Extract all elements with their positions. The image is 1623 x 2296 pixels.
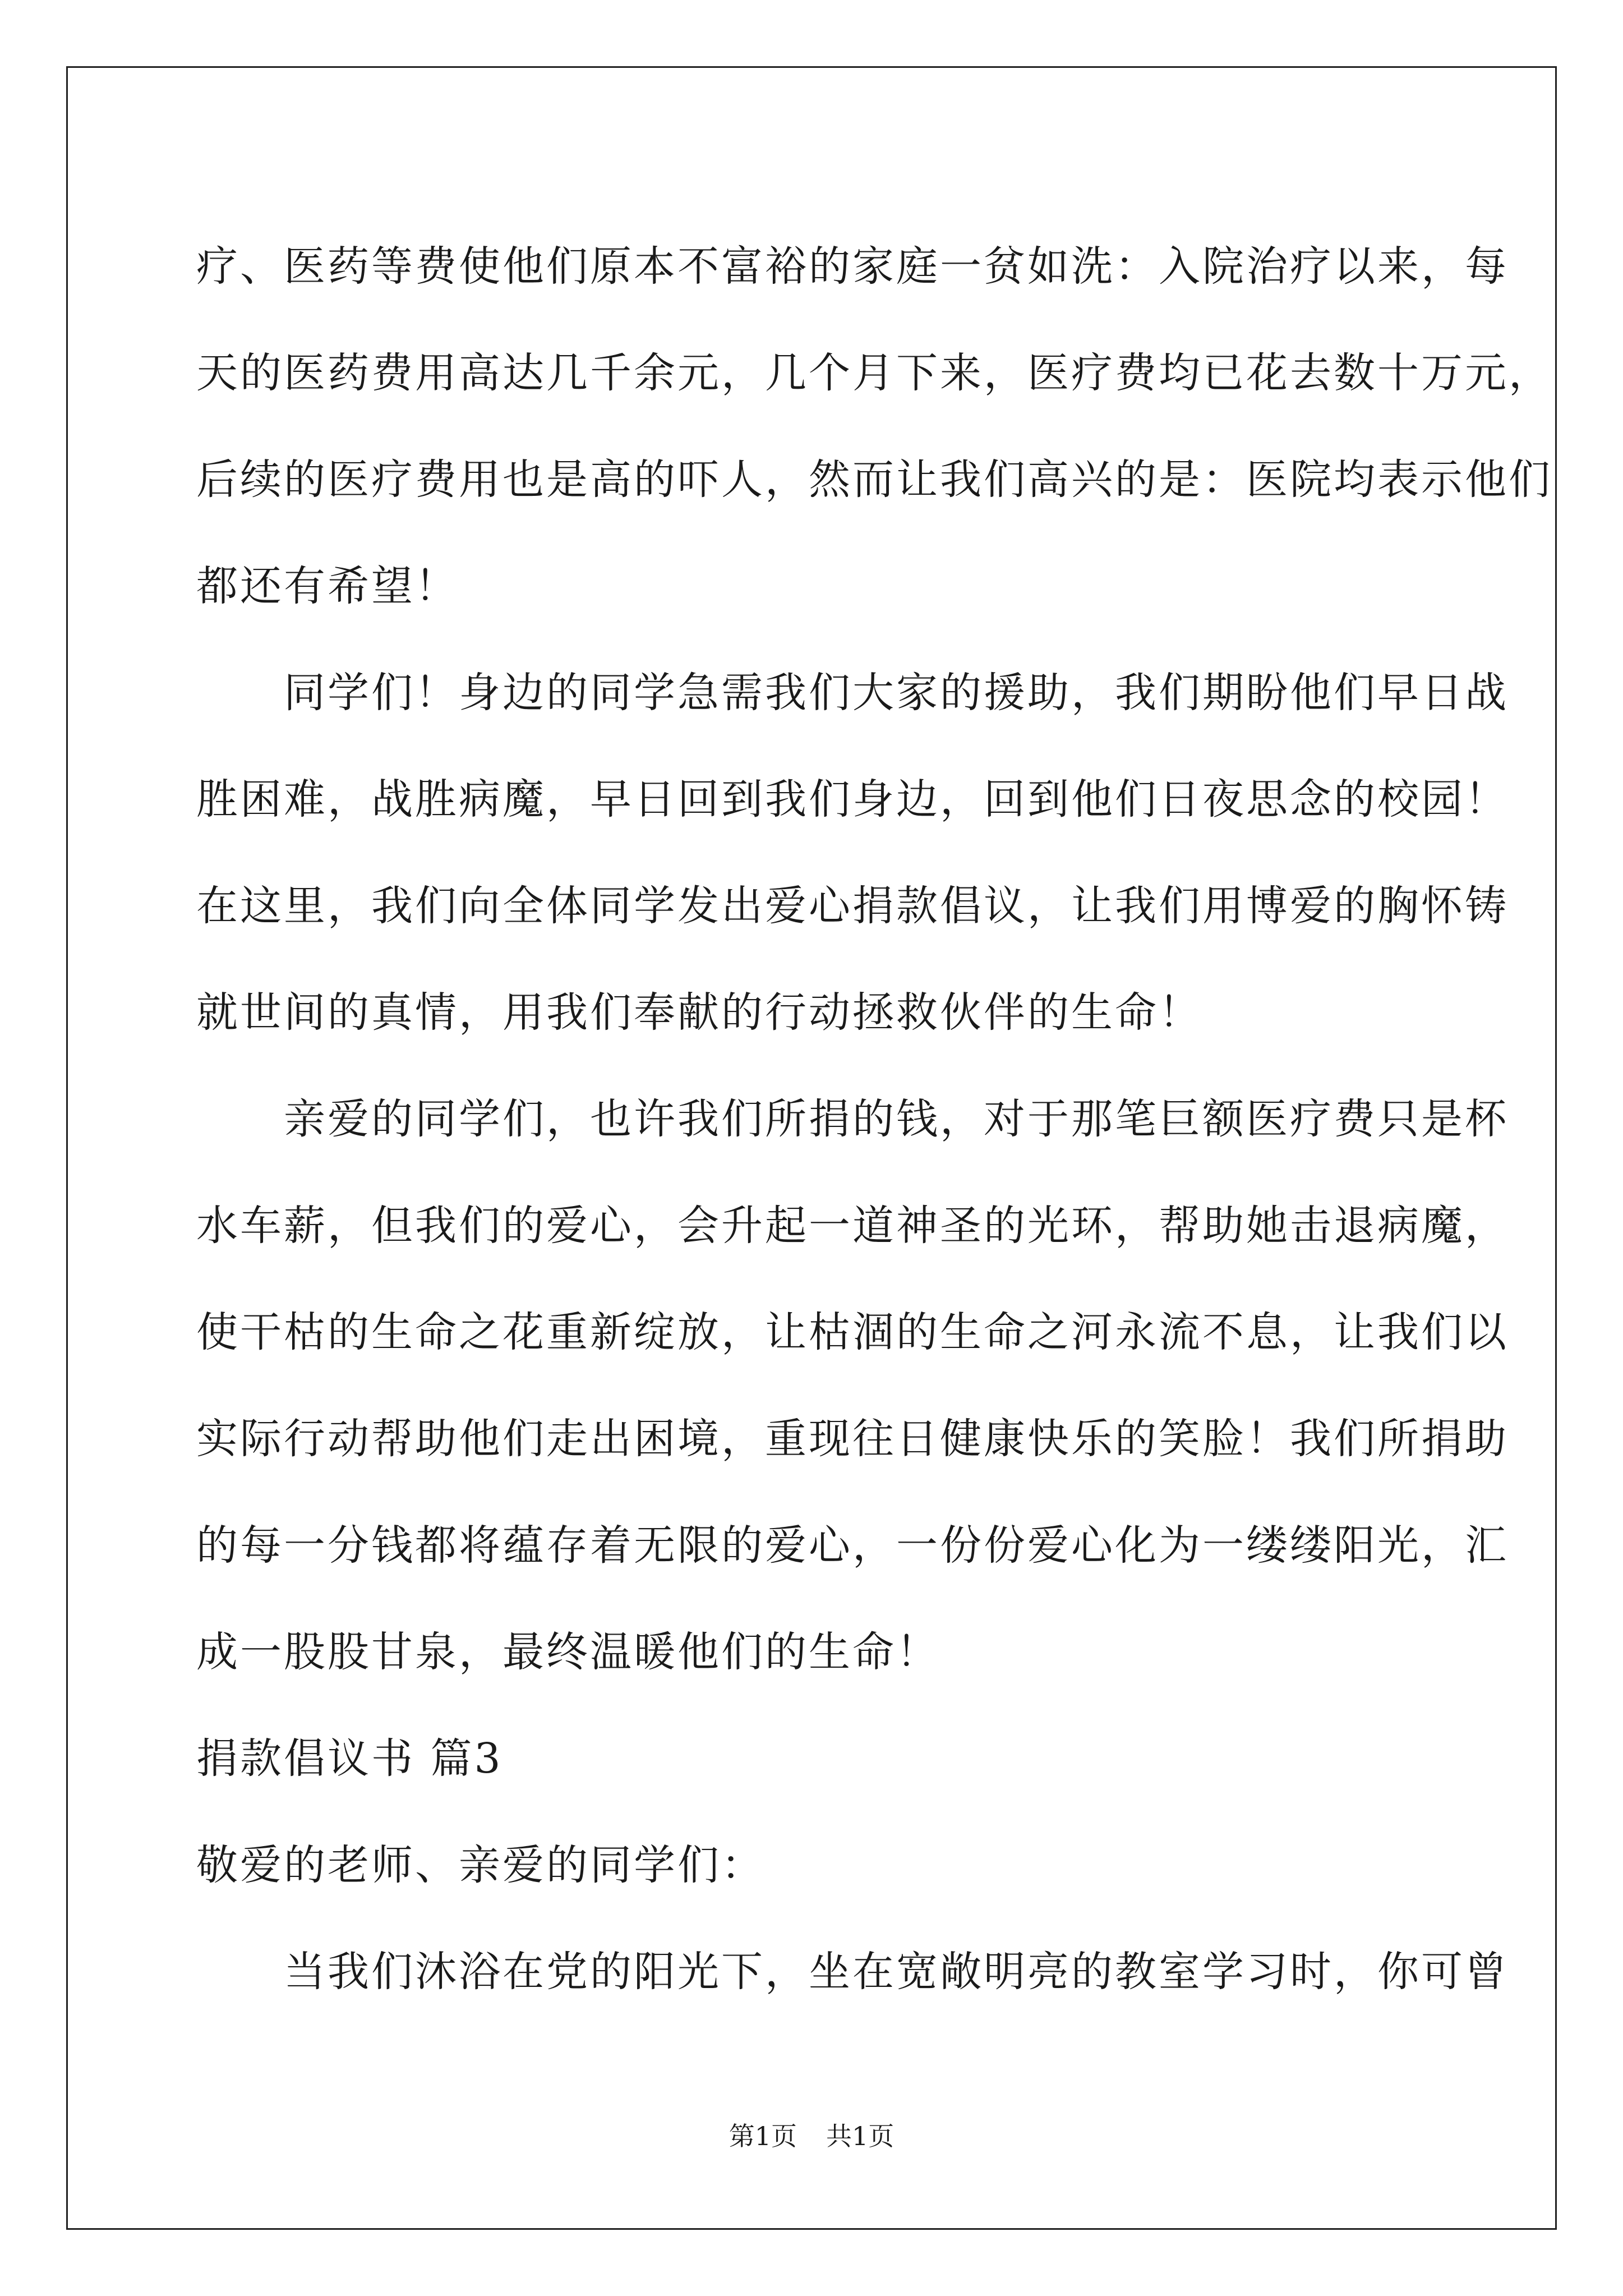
text-line: 水车薪，但我们的爱心，会升起一道神圣的光环，帮助她击退病魔， xyxy=(196,1202,1509,1250)
text-line: 疗、医药等费使他们原本不富裕的家庭一贫如洗：入院治疗以来，每 xyxy=(196,242,1509,291)
text-line: 成一股股甘泉，最终温暖他们的生命！ xyxy=(196,1628,940,1676)
page-footer xyxy=(0,2119,1623,2153)
page-total: 共1页 xyxy=(826,2121,895,2151)
text-line: 后续的医疗费用也是高的吓人，然而让我们高兴的是：医院均表示他们 xyxy=(196,455,1552,504)
text-line: 胜困难，战胜病魔，早日回到我们身边，回到他们日夜思念的校园！ xyxy=(196,775,1509,823)
text-line: 就世间的真情，用我们奉献的行动拯救伙伴的生命！ xyxy=(196,988,1202,1037)
text-line: 天的医药费用高达几千余元，几个月下来，医疗费均已花去数十万元， xyxy=(196,349,1552,397)
page-number: 第1页 xyxy=(728,2121,797,2151)
text-line: 当我们沐浴在党的阳光下，坐在宽敞明亮的教室学习时，你可曾 xyxy=(196,1948,1509,1996)
salutation: 敬爱的老师、亲爱的同学们： xyxy=(196,1841,765,1889)
text-line: 亲爱的同学们，也许我们所捐的钱，对于那笔巨额医疗费只是杯 xyxy=(196,1095,1509,1143)
document-body xyxy=(196,213,1552,2025)
text-line: 都还有希望！ xyxy=(196,562,459,610)
text-line: 使干枯的生命之花重新绽放，让枯涸的生命之河永流不息，让我们以 xyxy=(196,1308,1509,1356)
text-line: 在这里，我们向全体同学发出爱心捐款倡议，让我们用博爱的胸怀铸 xyxy=(196,882,1509,930)
text-line: 的每一分钱都将蕴存着无限的爱心，一份份爱心化为一缕缕阳光，汇 xyxy=(196,1521,1509,1570)
section-heading: 捐款倡议书 篇3 xyxy=(196,1734,503,1783)
text-line: 同学们！身边的同学急需我们大家的援助，我们期盼他们早日战 xyxy=(196,669,1509,717)
text-line: 实际行动帮助他们走出困境，重现往日健康快乐的笑脸！我们所捐助 xyxy=(196,1415,1509,1463)
